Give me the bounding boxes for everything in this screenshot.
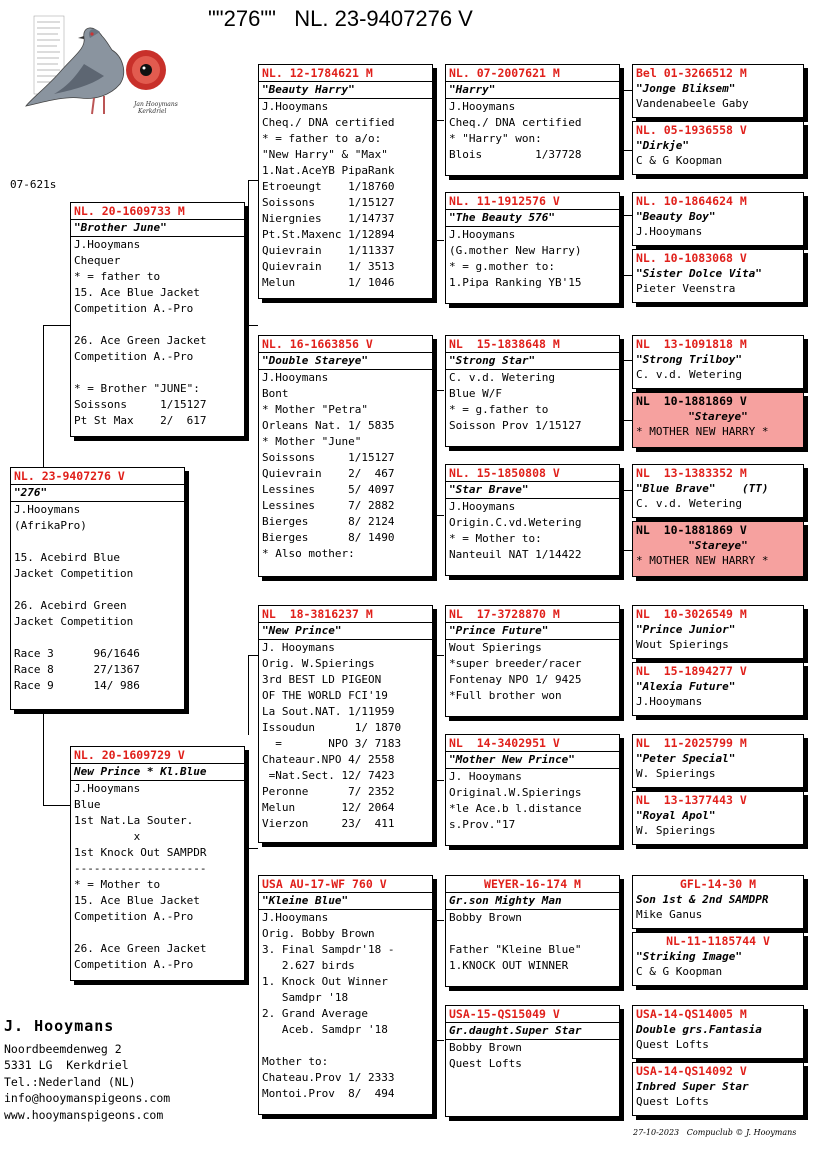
info-line: Blois 1/37728 <box>449 148 582 161</box>
ring-number: NL 15-1838648 M <box>446 336 619 353</box>
dam-card[interactable] <box>70 746 245 981</box>
info-line: Bierges 8/ 1490 <box>262 531 395 544</box>
info-line: Competition A.-Pro <box>74 302 194 315</box>
pigeon-name: Double grs.Fantasia <box>636 1023 762 1036</box>
phone-line: Tel.:Nederland (NL) <box>4 1074 136 1089</box>
info-line: Lessines 5/ 4097 <box>262 483 395 496</box>
pigeon-name: "Mother New Prince" <box>446 752 619 769</box>
info-line: Competition A.-Pro <box>74 958 194 971</box>
connector <box>434 515 444 516</box>
code-label: 07-621s <box>10 178 57 191</box>
pigeon-name: "New Prince" <box>259 623 432 640</box>
ring-number: NL 14-3402951 V <box>446 735 619 752</box>
ring-number: USA-15-QS15049 V <box>446 1006 619 1023</box>
connector <box>248 848 258 849</box>
info-line: J. Hooymans <box>262 641 335 654</box>
info-line: J.Hooymans <box>262 100 329 113</box>
pigeon-name: "Stareye" <box>688 410 748 423</box>
info-line: * = Mother to <box>74 878 161 891</box>
grandsire-card[interactable] <box>258 605 433 843</box>
email-link[interactable]: info@hooymanspigeons.com <box>4 1091 171 1105</box>
pigeon-name: "Prince Future" <box>446 623 619 640</box>
info-line: 15. Acebird Blue <box>14 551 120 564</box>
info-line <box>71 365 244 381</box>
info-line: Bobby Brown <box>449 1041 522 1054</box>
ring-number: NL 17-3728870 M <box>446 606 619 623</box>
info-line: Quest Lofts <box>449 1057 522 1070</box>
ring-number: NL. 07-2007621 M <box>446 65 619 82</box>
ancestor-card[interactable] <box>632 734 804 788</box>
address-line: Noordbeemdenweg 2 <box>4 1041 122 1056</box>
info-line: 1.Pipa Ranking YB'15 <box>449 276 582 289</box>
pigeon-name: "Alexia Future" <box>636 680 736 693</box>
info-line: (AfrikaPro) <box>14 519 87 532</box>
info-line: 3rd BEST LD PIGEON <box>262 673 382 686</box>
info-line: Pt St Max 2/ 617 <box>74 414 207 427</box>
info-line: J.Hooymans <box>74 238 141 251</box>
great-grandparent-card[interactable] <box>445 335 620 447</box>
ring-number: NL-11-1185744 V <box>666 934 770 948</box>
ancestor-card[interactable] <box>632 335 804 389</box>
ancestor-card[interactable] <box>632 1062 804 1116</box>
info-line: J.Hooymans <box>449 500 516 513</box>
info-line: Etroeungt 1/18760 <box>262 180 395 193</box>
info-line: Bont <box>262 387 289 400</box>
ancestor-card[interactable] <box>632 249 804 303</box>
ring-number: USA-14-QS14092 V <box>636 1064 747 1078</box>
connector <box>248 848 249 908</box>
info-line <box>11 630 184 646</box>
owner-line: W. Spierings <box>636 824 716 837</box>
connector <box>434 240 444 241</box>
great-grandparent-card[interactable] <box>445 875 620 987</box>
ancestor-card-highlighted[interactable] <box>632 521 804 577</box>
info-line: Orig. Bobby Brown <box>262 927 375 940</box>
info-line: * Also mother: <box>262 547 355 560</box>
info-line: Aceb. Samdpr '18 <box>262 1023 388 1036</box>
info-line: Bierges 8/ 2124 <box>262 515 395 528</box>
owner-line: C & G Koopman <box>636 154 723 167</box>
pigeon-name: "276" <box>11 485 184 502</box>
info-line: Vierzon 23/ 411 <box>262 817 395 830</box>
info-line: Jacket Competition <box>14 615 134 628</box>
info-line: Soisson Prov 1/15127 <box>449 419 582 432</box>
owner-line: Wout Spierings <box>636 638 729 651</box>
pigeon-name: "Jonge Bliksem" <box>636 82 736 95</box>
ancestor-card[interactable] <box>632 1005 804 1059</box>
connector <box>620 420 632 421</box>
info-line: Quievrain 2/ 467 <box>262 467 395 480</box>
grandsire-card[interactable] <box>258 64 433 299</box>
connector <box>43 325 70 326</box>
owner-line: Vandenabeele Gaby <box>636 97 749 110</box>
info-line: J.Hooymans <box>449 100 516 113</box>
info-line <box>259 1038 432 1054</box>
info-line: Soissons 1/15127 <box>262 196 395 209</box>
connector <box>248 180 258 181</box>
ancestor-card[interactable] <box>632 121 804 175</box>
great-grandparent-card[interactable] <box>445 192 620 304</box>
info-line: 26. Ace Green Jacket <box>74 942 207 955</box>
pigeon-name: "Beauty Boy" <box>636 210 716 223</box>
pigeon-name: "Brother June" <box>71 220 244 237</box>
connector <box>248 325 258 326</box>
ring-number: NL 15-1894277 V <box>636 664 747 678</box>
connector <box>43 325 44 469</box>
connector <box>43 710 44 805</box>
info-line: Chateau.Prov 1/ 2333 <box>262 1071 395 1084</box>
great-grandparent-card[interactable] <box>445 464 620 576</box>
info-line <box>71 317 244 333</box>
connector <box>434 655 444 656</box>
info-line: *super breeder/racer <box>449 657 582 670</box>
owner-line: Quest Lofts <box>636 1038 709 1051</box>
info-line: C. v.d. Wetering <box>449 371 555 384</box>
owner-line: C. v.d. Wetering <box>636 368 742 381</box>
ring-number: NL 13-1383352 M <box>636 466 747 480</box>
ancestor-card[interactable] <box>632 464 804 518</box>
info-line: J.Hooymans <box>74 782 141 795</box>
info-line: Race 3 96/1646 <box>14 647 140 660</box>
ring-number: GFL-14-30 M <box>679 877 757 891</box>
info-line: Lessines 7/ 2882 <box>262 499 395 512</box>
ring-number: NL. 05-1936558 V <box>636 123 747 137</box>
info-line <box>11 534 184 550</box>
pigeon-name: "Strong Star" <box>446 353 619 370</box>
great-grandparent-card[interactable] <box>445 605 620 717</box>
connector <box>434 1040 444 1041</box>
info-line: Blue <box>74 798 101 811</box>
info-line: Melun 1/ 1046 <box>262 276 395 289</box>
info-line: J.Hooymans <box>449 228 516 241</box>
owner-line: W. Spierings <box>636 767 716 780</box>
ring-number: NL 13-1091818 M <box>636 337 747 351</box>
info-line: Orleans Nat. 1/ 5835 <box>262 419 395 432</box>
ring-number: NL. 10-1083068 V <box>636 251 747 265</box>
ring-number: NL. 20-1609729 V <box>71 747 244 764</box>
info-line: Cheq./ DNA certified <box>449 116 582 129</box>
ancestor-card[interactable] <box>632 791 804 845</box>
ring-number: NL. 12-1784621 M <box>259 65 432 82</box>
info-line: Jacket Competition <box>14 567 134 580</box>
ring-number: Bel 01-3266512 M <box>636 66 747 80</box>
print-stamp: 27-10-2023 Compuclub © J. Hooymans <box>633 1128 797 1137</box>
info-line: J.Hooymans <box>262 911 329 924</box>
sire-card[interactable] <box>70 202 245 437</box>
connector <box>434 920 444 921</box>
ancestor-card[interactable] <box>632 605 804 659</box>
subject-card[interactable] <box>10 467 185 710</box>
ring-number: NL. 16-1663856 V <box>259 336 432 353</box>
pigeon-name: "Double Stareye" <box>259 353 432 370</box>
connector <box>620 90 632 91</box>
pigeon-name: "Star Brave" <box>446 482 619 499</box>
info-line: Competition A.-Pro <box>74 350 194 363</box>
info-line: Nanteuil NAT 1/14422 <box>449 548 582 561</box>
ancestor-card-highlighted[interactable] <box>632 392 804 448</box>
ancestor-card[interactable] <box>632 662 804 716</box>
info-line: *le Ace.b l.distance <box>449 802 582 815</box>
info-line: Niergnies 1/14737 <box>262 212 395 225</box>
info-line: Issoudun 1/ 1870 <box>262 721 402 734</box>
connector <box>620 275 632 276</box>
info-line: * = father to a/o: <box>262 132 382 145</box>
info-line: Samdpr '18 <box>262 991 349 1004</box>
great-grandparent-card[interactable] <box>445 734 620 846</box>
info-line: Chateaur.NPO 4/ 2558 <box>262 753 395 766</box>
info-line: Orig. W.Spierings <box>262 657 375 670</box>
connector <box>434 390 444 391</box>
owner-line: C. v.d. Wetering <box>636 497 742 510</box>
owner-line: J.Hooymans <box>636 695 703 708</box>
info-line: J.Hooymans <box>14 503 81 516</box>
info-line: * = Brother "JUNE": <box>74 382 200 395</box>
ring-number: NL. 23-9407276 V <box>11 468 184 485</box>
info-line: Quievrain 1/11337 <box>262 244 395 257</box>
info-line: Father "Kleine Blue" <box>449 943 582 956</box>
info-line <box>71 925 244 941</box>
website-link[interactable]: www.hooymanspigeons.com <box>4 1107 164 1122</box>
info-line: Competition A.-Pro <box>74 910 194 923</box>
owner-line: * MOTHER NEW HARRY * <box>636 425 769 438</box>
info-line: 1st Nat.La Souter. <box>74 814 194 827</box>
pigeon-name: "The Beauty 576" <box>446 210 619 227</box>
ring-number: WEYER-16-174 M <box>446 876 619 893</box>
info-line: Melun 12/ 2064 <box>262 801 395 814</box>
owner-line: Quest Lofts <box>636 1095 709 1108</box>
info-line: Original.W.Spierings <box>449 786 582 799</box>
connector <box>434 120 444 121</box>
ring-number: NL 18-3816237 M <box>259 606 432 623</box>
info-line: * = g.mother to: <box>449 260 555 273</box>
info-line: 1st Knock Out SAMPDR <box>74 846 207 859</box>
connector <box>434 780 444 781</box>
connector <box>620 150 632 151</box>
info-line: 26. Acebird Green <box>14 599 127 612</box>
connector <box>248 655 258 656</box>
ring-number: NL. 15-1850808 V <box>446 465 619 482</box>
info-line: J.Hooymans <box>262 371 329 384</box>
pigeon-name: "Strong Trilboy" <box>636 353 742 366</box>
info-line: * = g.father to <box>449 403 549 416</box>
info-line: Cheq./ DNA certified <box>262 116 395 129</box>
pigeon-name: "Dirkje" <box>636 139 689 152</box>
ring-number: NL 10-3026549 M <box>636 607 747 621</box>
info-line: 2.627 birds <box>262 959 355 972</box>
info-line <box>446 926 619 942</box>
pigeon-name: Son 1st & 2nd SAMDPR <box>636 893 769 906</box>
connector <box>620 490 632 491</box>
info-line: * = father to <box>74 270 161 283</box>
info-line: =Nat.Sect. 12/ 7423 <box>262 769 395 782</box>
info-line: Origin.C.vd.Wetering <box>449 516 582 529</box>
pigeon-name: "Sister Dolce Vita" <box>636 267 762 280</box>
pigeon-name: "Prince Junior" <box>636 623 736 636</box>
info-line: * Mother "Petra" <box>262 403 368 416</box>
great-grandparent-card[interactable] <box>445 1005 620 1117</box>
info-line: J. Hooymans <box>449 770 522 783</box>
pigeon-name: Gr.daught.Super Star <box>446 1023 619 1040</box>
info-line: Pt.St.Maxenc 1/12894 <box>262 228 395 241</box>
connector <box>248 655 249 735</box>
owner-line: * MOTHER NEW HARRY * <box>636 554 769 567</box>
connector <box>43 805 70 806</box>
info-line: Wout Spierings <box>449 641 542 654</box>
ring-number: NL. 11-1912576 V <box>446 193 619 210</box>
info-line: Peronne 7/ 2352 <box>262 785 395 798</box>
info-line: x <box>74 830 141 843</box>
info-line: Soissons 1/15127 <box>262 451 395 464</box>
breeder-name: J. Hooymans <box>4 1017 115 1035</box>
ring-number: USA AU-17-WF 760 V <box>259 876 432 893</box>
pigeon-name: "Beauty Harry" <box>259 82 432 99</box>
granddam-card[interactable] <box>258 875 433 1115</box>
pigeon-name: "Striking Image" <box>636 950 742 963</box>
info-line: -------------------- <box>74 862 207 875</box>
ring-number: NL 10-1881869 V <box>636 523 747 537</box>
ring-number: USA-14-QS14005 M <box>636 1007 747 1021</box>
ring-number: NL 11-2025799 M <box>636 736 747 750</box>
info-line: 1.KNOCK OUT WINNER <box>449 959 569 972</box>
connector <box>620 550 632 551</box>
pigeon-icon <box>24 14 178 124</box>
ring-number: NL 10-1881869 V <box>636 394 747 408</box>
breeder-contact <box>4 1018 170 1123</box>
connector <box>248 180 249 248</box>
info-line: OF THE WORLD FCI'19 <box>262 689 388 702</box>
page-title: ""276"" NL. 23-9407276 V <box>208 6 473 31</box>
info-line: Chequer <box>74 254 121 267</box>
info-line: Race 8 27/1367 <box>14 663 140 676</box>
owner-line: C & G Koopman <box>636 965 723 978</box>
svg-text:Jan Hooymans: Jan Hooymans <box>134 101 178 108</box>
pigeon-name: Gr.son Mighty Man <box>446 893 619 910</box>
pigeon-name: "Royal Apol" <box>636 809 716 822</box>
svg-text:Kerkdriel: Kerkdriel <box>138 108 167 115</box>
address-line: 5331 LG Kerkdriel <box>4 1058 129 1072</box>
pigeon-name: New Prince * Kl.Blue <box>71 764 244 781</box>
granddam-card[interactable] <box>258 335 433 577</box>
owner-line: J.Hooymans <box>636 225 703 238</box>
info-line: *Full brother won <box>449 689 562 702</box>
ancestor-card[interactable] <box>632 192 804 246</box>
pigeon-name: "Blue Brave" (TT) <box>636 482 769 495</box>
ancestor-card[interactable] <box>632 875 804 929</box>
info-line: * = Mother to: <box>449 532 542 545</box>
owner-line: Mike Ganus <box>636 908 703 921</box>
info-line: Blue W/F <box>449 387 502 400</box>
info-line: Race 9 14/ 986 <box>14 679 140 692</box>
info-line: Fontenay NPO 1/ 9425 <box>449 673 582 686</box>
info-line: 2. Grand Average <box>262 1007 368 1020</box>
info-line: s.Prov."17 <box>449 818 516 831</box>
info-line: 1. Knock Out Winner <box>262 975 388 988</box>
ring-number: NL. 10-1864624 M <box>636 194 747 208</box>
pigeon-name: "Kleine Blue" <box>259 893 432 910</box>
info-line: * "Harry" won: <box>449 132 542 145</box>
info-line: "New Harry" & "Max" <box>262 148 388 161</box>
info-line: 15. Ace Blue Jacket <box>74 286 200 299</box>
ancestor-card[interactable] <box>632 64 804 118</box>
pigeon-name: "Peter Special" <box>636 752 736 765</box>
info-line: (G.mother New Harry) <box>449 244 582 257</box>
info-line: = NPO 3/ 7183 <box>262 737 402 750</box>
ancestor-card[interactable] <box>632 932 804 986</box>
info-line: Quievrain 1/ 3513 <box>262 260 395 273</box>
info-line: Montoi.Prov 8/ 494 <box>262 1087 395 1100</box>
ring-number: NL. 20-1609733 M <box>71 203 244 220</box>
pigeon-name: Inbred Super Star <box>636 1080 749 1093</box>
info-line: Soissons 1/15127 <box>74 398 207 411</box>
great-grandparent-card[interactable] <box>445 64 620 176</box>
owner-line: Pieter Veenstra <box>636 282 736 295</box>
info-line: * Mother "June" <box>262 435 362 448</box>
info-line: 26. Ace Green Jacket <box>74 334 207 347</box>
connector <box>620 360 632 361</box>
info-line: 1.Nat.AceYB PipaRank <box>262 164 395 177</box>
info-line: Mother to: <box>262 1055 329 1068</box>
ring-number: NL 13-1377443 V <box>636 793 747 807</box>
info-line <box>11 582 184 598</box>
pigeon-name: "Stareye" <box>688 539 748 552</box>
info-line: 15. Ace Blue Jacket <box>74 894 200 907</box>
info-line: 3. Final Sampdr'18 - <box>262 943 395 956</box>
info-line: La Sout.NAT. 1/11959 <box>262 705 395 718</box>
info-line: Bobby Brown <box>449 911 522 924</box>
connector <box>620 215 632 216</box>
pigeon-name: "Harry" <box>446 82 619 99</box>
